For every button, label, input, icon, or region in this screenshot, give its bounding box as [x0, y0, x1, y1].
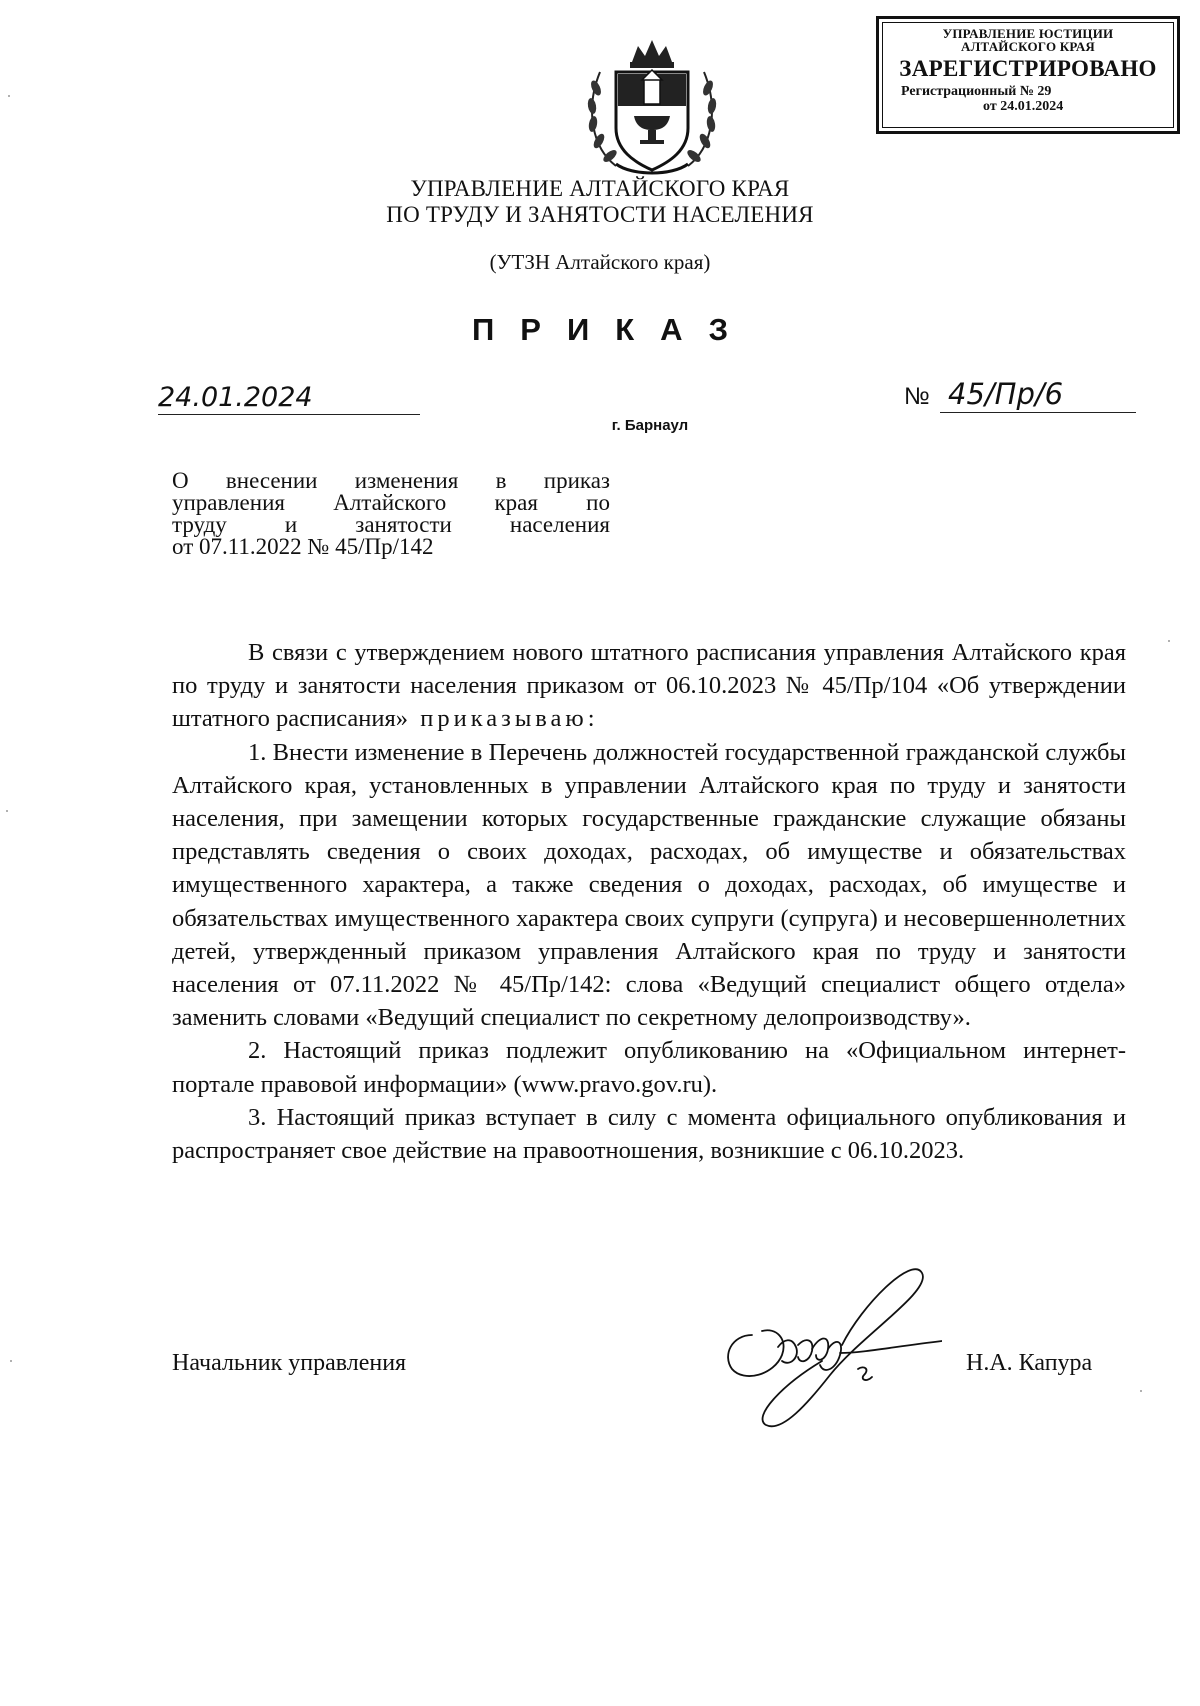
body-item-2: 2. Настоящий приказ подлежит опубликованию на «Официальном интернет-портале правовой информации» (www.pravo.gov.ru). [172, 1037, 1126, 1098]
subject-line1: О внесении изменения в приказ [172, 468, 610, 493]
body-intro-verb: приказываю: [420, 705, 599, 733]
order-subject [172, 470, 610, 558]
scan-speck [1168, 640, 1170, 642]
stamp-inner-frame [882, 22, 1174, 128]
agency-name [300, 176, 900, 228]
scan-speck [8, 95, 10, 97]
subject-line4: от 07.11.2022 № 45/Пр/142 [172, 534, 434, 559]
stamp-status: ЗАРЕГИСТРИРОВАНО [899, 56, 1157, 81]
body-item-1: 1. Внести изменение в Перечень должностей государственной гражданской службы Алтайского края, установленных в управлении Алтайского края по труду и занятости населения, при замещении которых государственные гражданские служащие обязаны представлять сведения о своих доходах, расходах, об имуществе и обязательствах имущественного характера, а также сведения о доходах, расходах, об имуществе и обязательствах имущественного характера своих супруги (супруга) и несовершеннолетних детей, утвержденный приказом управления Алтайского края по труду и занятости населения от 07.11.2022 № 45/Пр/142: слова «Ведущий специалист общего отдела» заменить словами «Ведущий специалист по секретному делопроизводству». [172, 738, 1126, 1032]
altai-coat-of-arms-icon [582, 36, 722, 180]
body-intro [172, 636, 1126, 736]
handwritten-signature-icon [712, 1265, 942, 1445]
scan-speck [6, 810, 8, 812]
scan-speck [1140, 1390, 1142, 1392]
signatory-position: Начальник управления [172, 1350, 407, 1376]
handwritten-number [940, 374, 1136, 412]
subject-line3: труду и занятости населения [172, 512, 610, 537]
document-type-title: ПРИКАЗ [472, 312, 754, 347]
document-date-field [158, 378, 420, 415]
document-number-label: № [904, 383, 930, 410]
agency-abbreviation: (УТЗН Алтайского края) [489, 250, 711, 274]
subject-line2: управления Алтайского края по [172, 490, 610, 515]
agency-name-line1: УПРАВЛЕНИЕ АЛТАЙСКОГО КРАЯ [410, 176, 790, 201]
city: г. Барнаул [611, 417, 689, 434]
agency-name-line2: ПО ТРУДУ И ЗАНЯТОСТИ НАСЕЛЕНИЯ [386, 202, 814, 227]
handwritten-number-text: 45/Пр/6 [948, 377, 1064, 411]
stamp-registration-date: от 24.01.2024 [983, 99, 1064, 114]
registration-stamp [876, 16, 1180, 134]
scan-speck [10, 1360, 12, 1362]
body-item-3: 3. Настоящий приказ вступает в силу с момента официального опубликования и распространяет свое действие на правоотношения, возникшие с 06.10.2023. [172, 1103, 1126, 1165]
document-number-field [940, 374, 1136, 413]
order-body [172, 636, 1126, 1167]
body-intro-text: В связи с утверждением нового штатного расписания управления Алтайского края по труду и занятости населения приказом от 06.10.2023 № 45/Пр/104 «Об утверждении штатного расписания» [172, 639, 1126, 733]
stamp-registration-number: Регистрационный № 29 [901, 84, 1052, 99]
handwritten-date-text: 24.01.2024 [158, 382, 313, 413]
signatory-name: Н.А. Капура [966, 1350, 1093, 1376]
stamp-org-line1: УПРАВЛЕНИЕ ЮСТИЦИИ [942, 26, 1114, 41]
handwritten-date [158, 378, 420, 414]
stamp-org-line2: АЛТАЙСКОГО КРАЯ [961, 39, 1095, 54]
